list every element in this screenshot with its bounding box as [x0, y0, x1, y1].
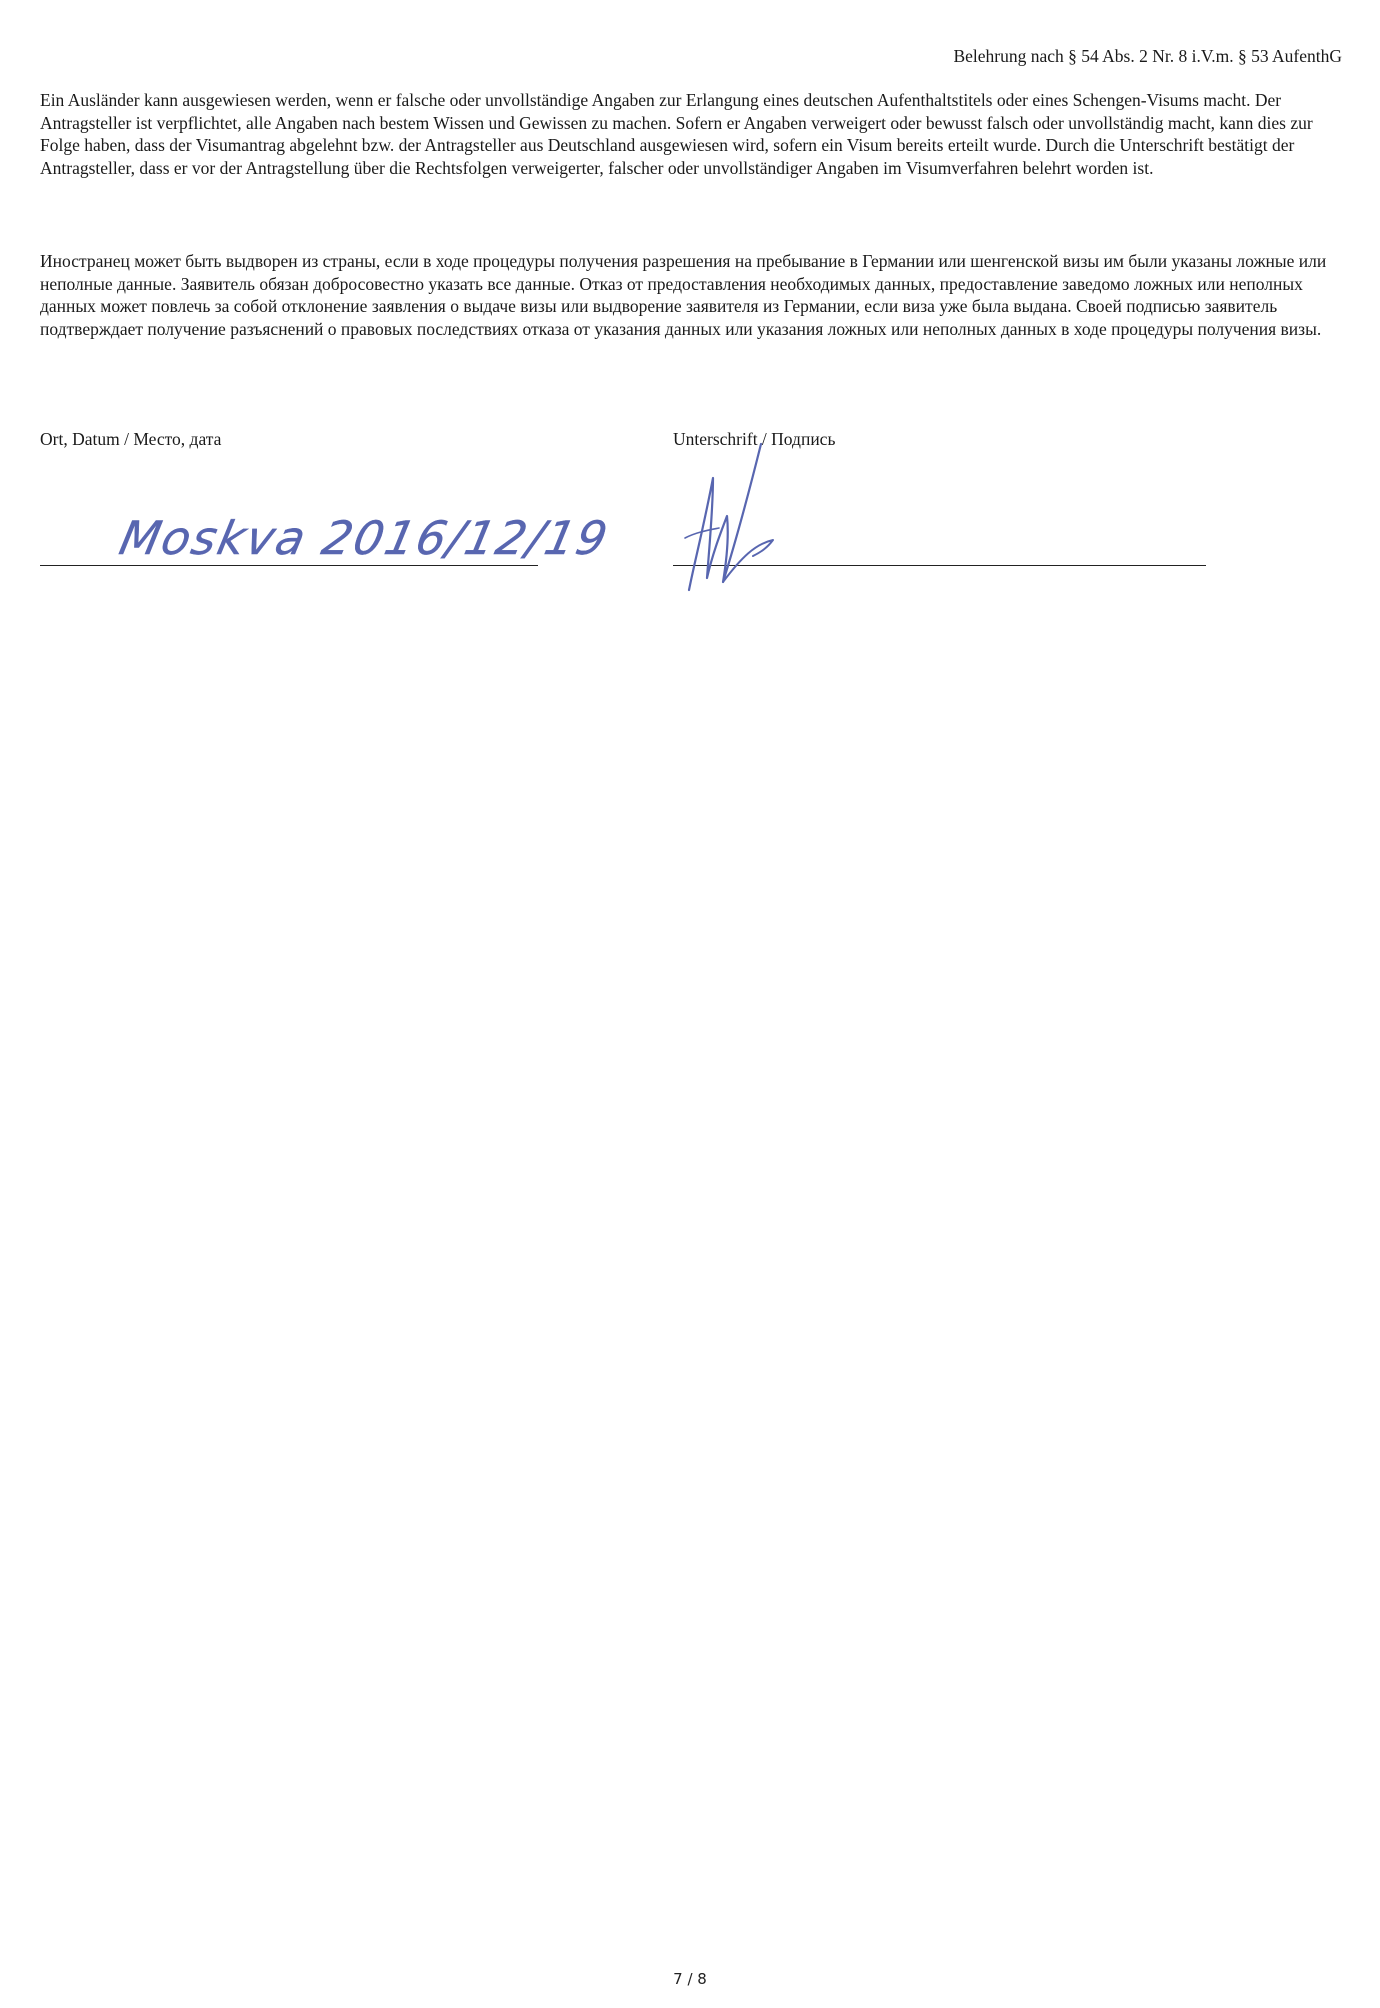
- document-header: Belehrung nach § 54 Abs. 2 Nr. 8 i.V.m. § 53 AufenthG: [953, 46, 1342, 66]
- signature-label: Unterschrift / Подпись: [673, 429, 836, 449]
- place-date-line: [40, 565, 538, 566]
- page-number: 7 / 8: [673, 1970, 707, 1988]
- signature-stroke-main: [689, 444, 761, 590]
- paragraph-german: Ein Ausländer kann ausgewiesen werden, wenn er falsche oder unvollständige Angaben zur Erlangung eines deutschen Aufenthaltstitels oder eines Schengen-Visums macht. Der Antragsteller ist verpflichtet, alle Angaben nach bestem Wissen und Gewissen zu machen. Sofern er Angaben verweigert oder bewusst falsch oder unvollständig macht, kann dies zur Folge haben, dass der Visumantrag abgelehnt bzw. der Antragsteller aus Deutschland ausgewiesen wird, sofern ein Visum bereits erteilt wurde. Durch die Unterschrift bestätigt der Antragsteller, dass er vor der Antragstellung über die Rechtsfolgen verweigerter, falscher oder unvollständiger Angaben im Visumverfahren belehrt worden ist.: [40, 90, 1313, 178]
- paragraph-russian: Иностранец может быть выдворен из страны, если в ходе процедуры получения разрешения на пребывание в Германии или шенгенской визы им были указаны ложные или неполные данные. Заявитель обязан добросовестно указать все данные. Отказ от предоставления необходимых данных, предоставление заведомо ложных или неполных данных может повлечь за собой отклонение заявления о выдаче визы или выдворение заявителя из Германии, если виза уже была выдана. Своей подписью заявитель подтверждает получение разъяснений о правовых последствиях отказа от указания данных или указания ложных или неполных данных в ходе процедуры получения визы.: [40, 251, 1327, 339]
- handwritten-place-date: [115, 504, 614, 574]
- handwritten-signature: [683, 440, 813, 595]
- handwritten-place-date-text: Moskva 2016/12/19: [115, 511, 614, 565]
- place-date-label: Ort, Datum / Место, дата: [40, 429, 222, 449]
